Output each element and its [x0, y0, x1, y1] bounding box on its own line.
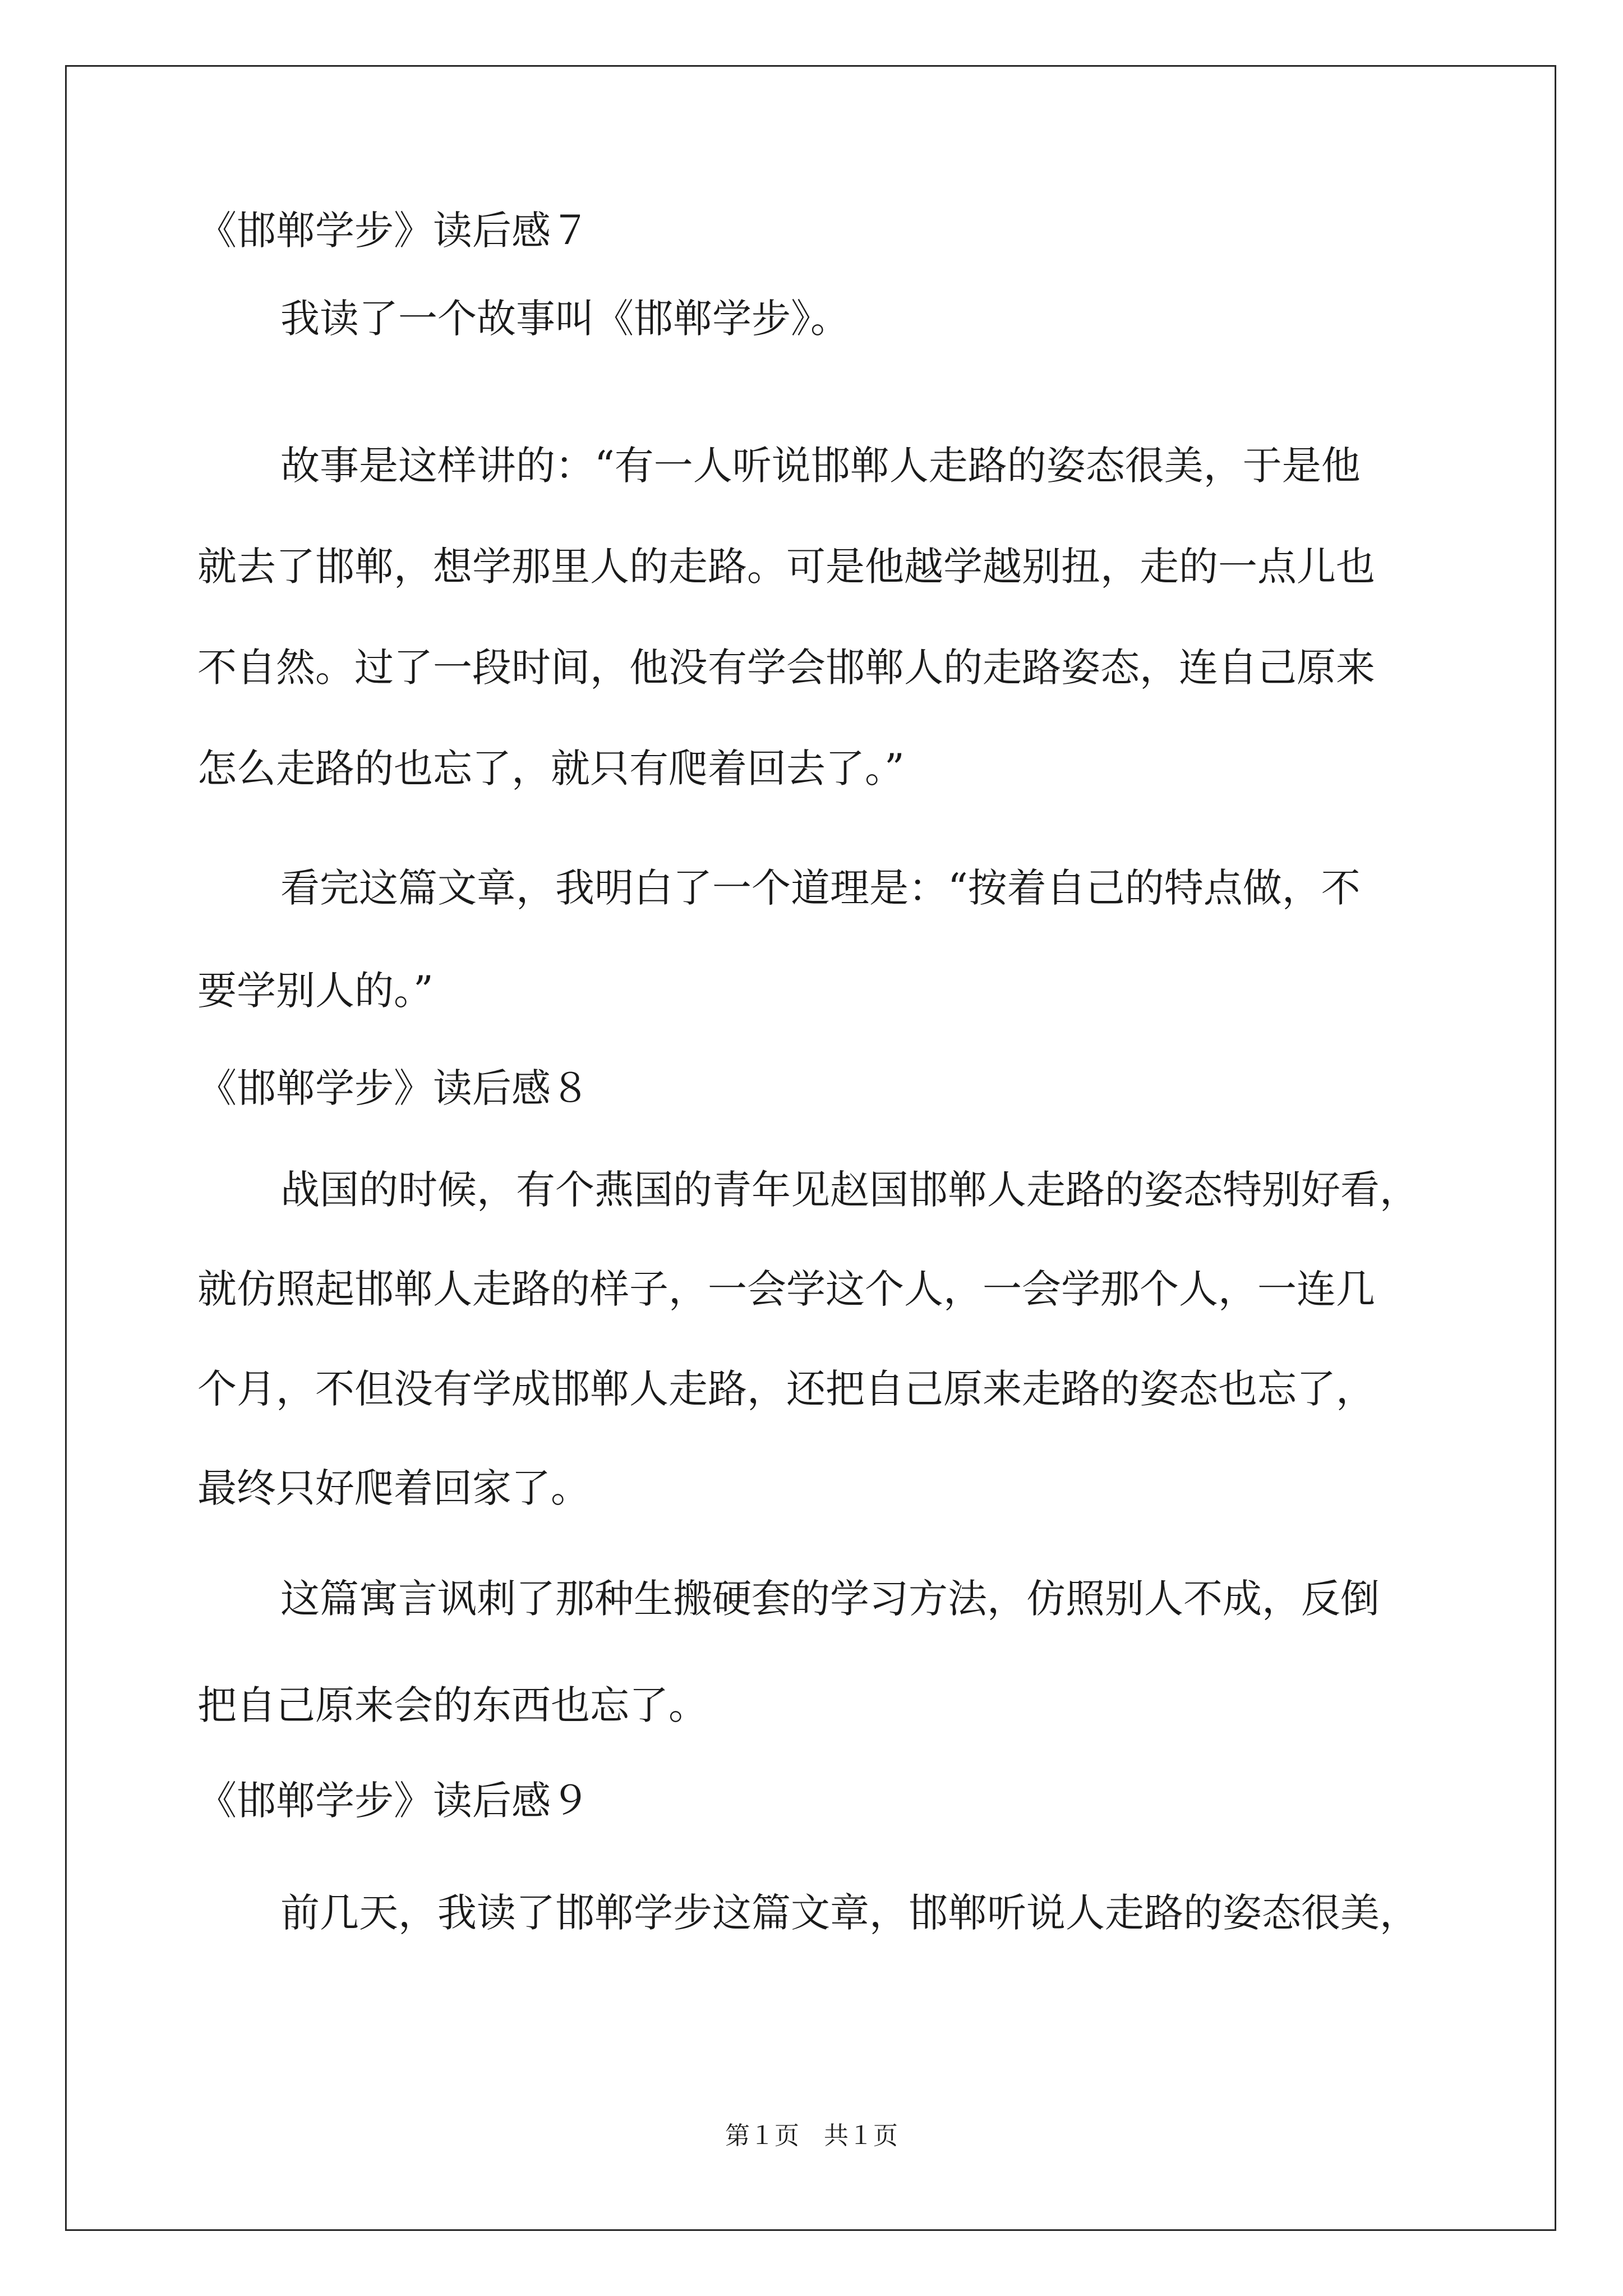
section-heading: 《邯郸学步》读后感８ [197, 1065, 590, 1111]
paragraph-line: 要学别人的。” [197, 968, 434, 1014]
paragraph-line: 这篇寓言讽刺了那种生搬硬套的学习方法，仿照别人不成，反倒 [280, 1576, 1380, 1622]
section-heading: 《邯郸学步》读后感７ [197, 208, 590, 254]
paragraph-line: 最终只好爬着回家了。 [197, 1465, 590, 1511]
paragraph-line: 前几天，我读了邯郸学步这篇文章，邯郸听说人走路的姿态很美， [280, 1890, 1419, 1936]
paragraph-line: 故事是这样讲的：“有一人听说邯郸人走路的姿态很美，于是他 [280, 443, 1361, 489]
paragraph-line: 战国的时候，有个燕国的青年见赵国邯郸人走路的姿态特别好看， [280, 1167, 1419, 1213]
section-heading: 《邯郸学步》读后感９ [197, 1778, 590, 1824]
page-footer [0, 2119, 1623, 2153]
page-number-total: 共１页 [824, 2122, 898, 2150]
page-number-current: 第１页 [725, 2122, 799, 2150]
paragraph-line: 就去了邯郸，想学那里人的走路。可是他越学越别扭，走的一点儿也 [197, 544, 1375, 590]
paragraph-line: 看完这篇文章，我明白了一个道理是：“按着自己的特点做，不 [280, 865, 1361, 911]
paragraph-line: 个月，不但没有学成邯郸人走路，还把自己原来走路的姿态也忘了， [197, 1366, 1375, 1412]
paragraph-line: 我读了一个故事叫《邯郸学步》。 [280, 296, 850, 342]
paragraph-line: 不自然。过了一段时间，他没有学会邯郸人的走路姿态，连自己原来 [197, 645, 1375, 691]
paragraph-line: 把自己原来会的东西也忘了。 [197, 1682, 708, 1728]
paragraph-line: 就仿照起邯郸人走路的样子，一会学这个人，一会学那个人，一连几 [197, 1266, 1375, 1312]
paragraph-line: 怎么走路的也忘了，就只有爬着回去了。” [197, 746, 905, 792]
